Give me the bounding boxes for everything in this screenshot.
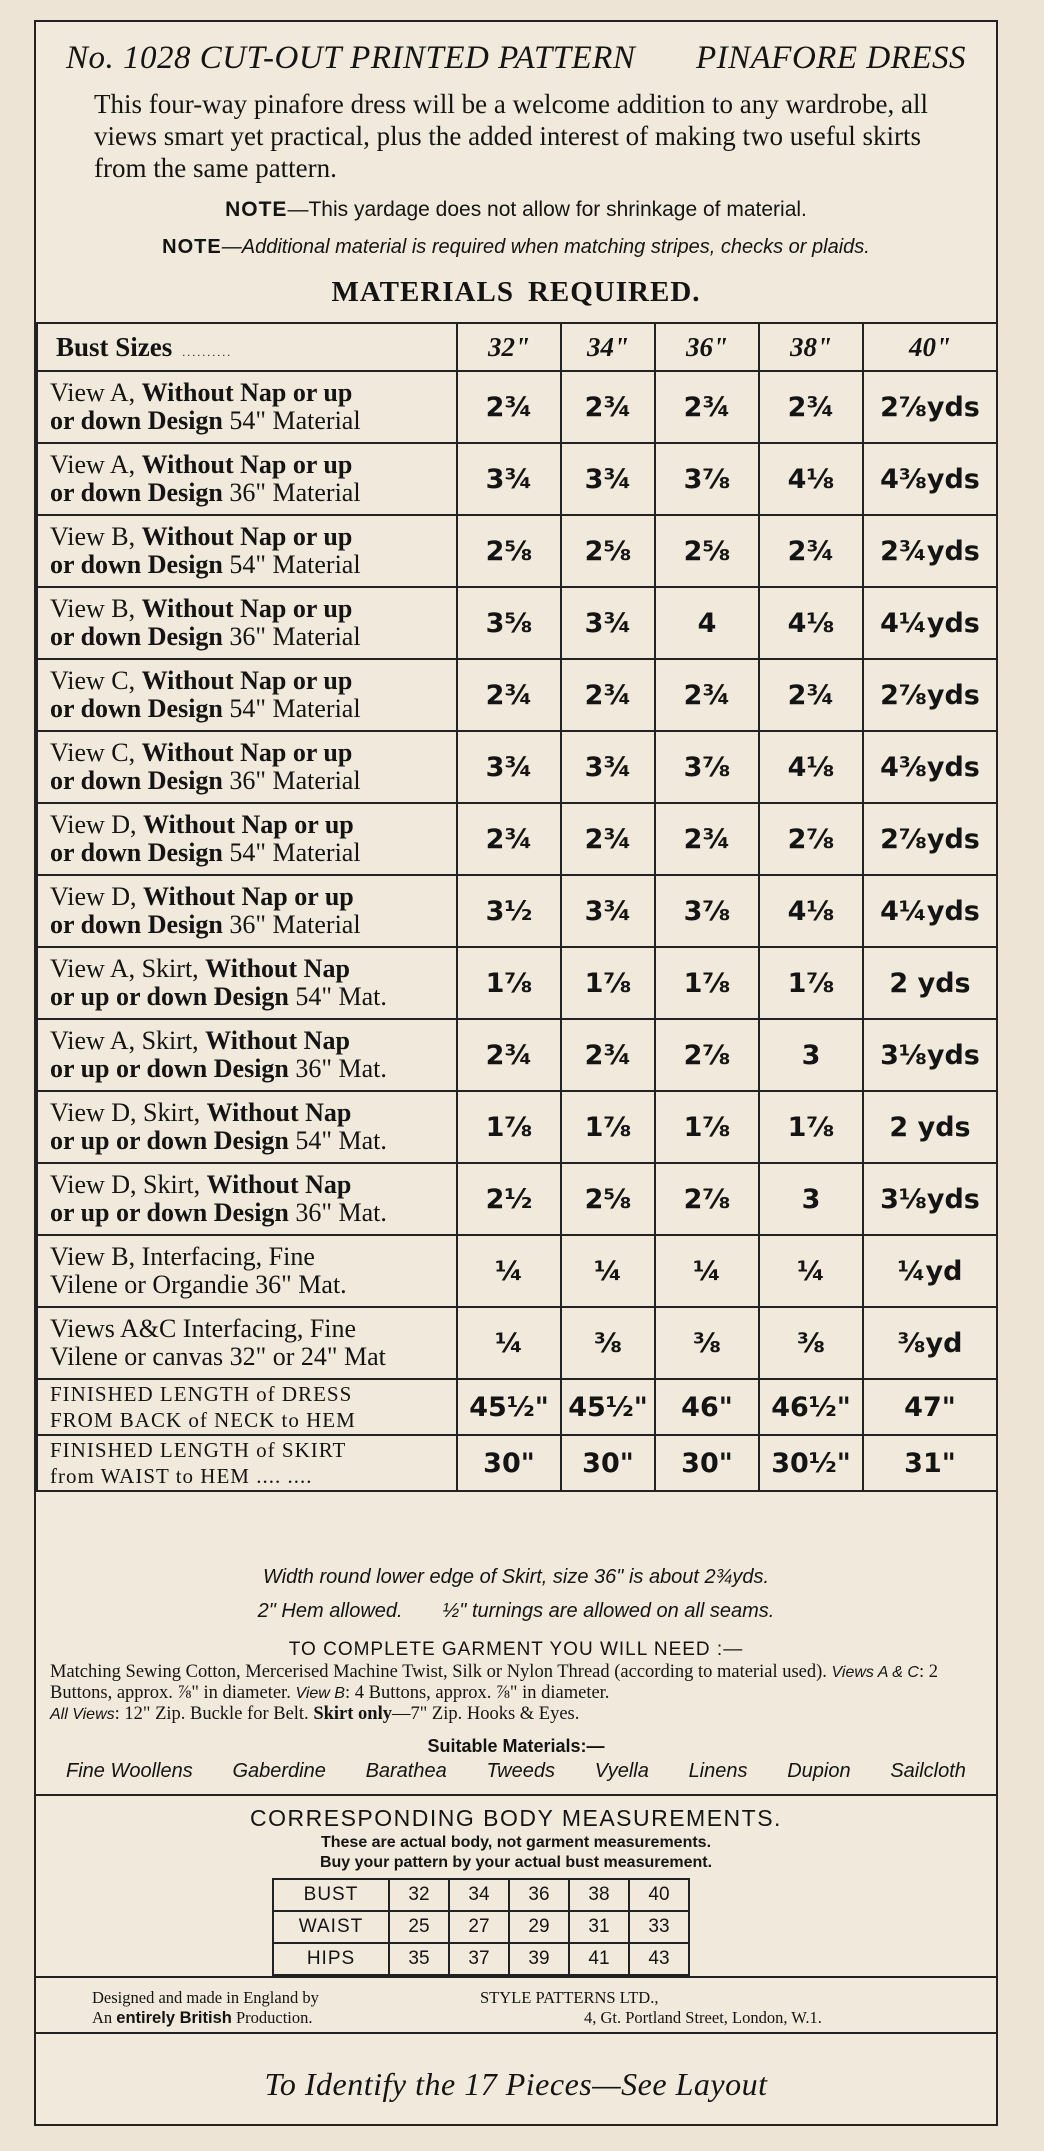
length-cell: 45½"	[561, 1379, 655, 1435]
yardage-cell: 1⅞	[561, 1091, 655, 1163]
yardage-cell: 2⅝	[561, 1163, 655, 1235]
yardage-cell: 3⅞	[655, 731, 759, 803]
measurement-cell: 25	[389, 1911, 449, 1943]
size-header: 32"	[457, 323, 561, 371]
intro-paragraph: This four-way pinafore dress will be a welcome addition to any wardrobe, all views smart yet practical, plus the added interest of making two useful skirts from the same pattern.	[94, 89, 928, 183]
materials-title: MATERIALS REQUIRED.	[331, 276, 701, 308]
measurement-label: WAIST	[273, 1911, 389, 1943]
length-cell: 30"	[655, 1435, 759, 1491]
note-label: NOTE	[162, 236, 222, 258]
yardage-cell: 2¾	[457, 803, 561, 875]
yardage-cell: ⅜	[561, 1307, 655, 1379]
yardage-cell: 1⅞	[457, 1091, 561, 1163]
yardage-cell: 3¾	[457, 731, 561, 803]
yardage-cell: 2⅞	[655, 1163, 759, 1235]
material-item: Sailcloth	[890, 1760, 966, 1782]
yardage-cell: 4⅜yds	[863, 443, 997, 515]
yardage-cell: ⅜	[759, 1307, 863, 1379]
table-row	[37, 1091, 997, 1163]
measurement-cell: 36	[509, 1879, 569, 1911]
yardage-cell: 2¾	[759, 515, 863, 587]
yardage-cell: 2½	[457, 1163, 561, 1235]
measurement-cell: 35	[389, 1943, 449, 1975]
yardage-cell: 2¾	[457, 1019, 561, 1091]
yardage-cell: 4	[655, 587, 759, 659]
yardage-cell: 3	[759, 1019, 863, 1091]
yardage-cell: 1⅞	[561, 947, 655, 1019]
yardage-cell: 2¾	[759, 371, 863, 443]
yardage-cell: 2⅝	[655, 515, 759, 587]
yardage-cell: 2¾	[561, 1019, 655, 1091]
table-row	[37, 443, 997, 515]
material-item: Tweeds	[486, 1760, 555, 1782]
header	[36, 40, 996, 80]
row-label: Views A&C Interfacing, Fine Vilene or canvas 32" or 24" Mat	[37, 1307, 457, 1379]
table-row	[37, 515, 997, 587]
identify-pieces-note: To Identify the 17 Pieces—See Layout	[264, 2066, 768, 2102]
note-label: NOTE	[225, 198, 288, 221]
measurement-cell: 38	[569, 1879, 629, 1911]
size-header: 38"	[759, 323, 863, 371]
yardage-cell: ⅜	[655, 1307, 759, 1379]
yardage-cell: 3¾	[457, 443, 561, 515]
row-label: FINISHED LENGTH of DRESS FROM BACK of NECK to HEM	[37, 1379, 457, 1435]
yardage-cell: 4⅛	[759, 731, 863, 803]
row-label: View D, Without Nap or up or down Design 54" Material	[37, 803, 457, 875]
row-label: View B, Without Nap or up or down Design 54" Material	[37, 515, 457, 587]
note-matching	[36, 236, 996, 259]
material-item: Vyella	[594, 1760, 649, 1782]
yardage-cell: 2⅝	[561, 515, 655, 587]
material-item: Barathea	[365, 1760, 447, 1782]
yardage-cell: 4⅛	[759, 587, 863, 659]
note-text: —This yardage does not allow for shrinkage of material.	[287, 198, 807, 221]
notions-list: Matching Sewing Cotton, Mercerised Machine Twist, Silk or Nylon Thread (according to material used). Views A & C: 2 Buttons, approx. ⅞" in diameter. View B: 4 Buttons, approx. ⅞" in diameter. All Views: 12" Zip. Buckle for Belt. Skirt only—7" Zip. Hooks & Eyes.	[50, 1662, 938, 1724]
table-row	[37, 1019, 997, 1091]
yardage-cell: 3	[759, 1163, 863, 1235]
measurement-cell: 27	[449, 1911, 509, 1943]
yardage-cell: ⅜yd	[863, 1307, 997, 1379]
table-row	[37, 659, 997, 731]
measurement-cell: 37	[449, 1943, 509, 1975]
measurement-cell: 31	[569, 1911, 629, 1943]
yardage-cell: 2¾	[561, 803, 655, 875]
row-label: FINISHED LENGTH of SKIRT from WAIST to HEM .... ....	[37, 1435, 457, 1491]
measurement-cell: 34	[449, 1879, 509, 1911]
yardage-cell: 2¾	[655, 371, 759, 443]
body-measurements-title: CORRESPONDING BODY MEASUREMENTS.	[250, 1805, 782, 1831]
row-label: View B, Interfacing, Fine Vilene or Organdie 36" Mat.	[37, 1235, 457, 1307]
row-label: View C, Without Nap or up or down Design 54" Material	[37, 659, 457, 731]
yardage-cell: 2¾	[457, 659, 561, 731]
yardage-cell: 2⅞yds	[863, 803, 997, 875]
yardage-cell: 2⅞	[655, 1019, 759, 1091]
length-cell: 31"	[863, 1435, 997, 1491]
material-item: Dupion	[787, 1760, 851, 1782]
length-cell: 30"	[457, 1435, 561, 1491]
footer-maker: Designed and made in England by An entirely British Production.	[92, 1988, 319, 2027]
table-row	[37, 587, 997, 659]
measurement-cell: 33	[629, 1911, 689, 1943]
table-row	[37, 731, 997, 803]
yardage-cell: 2¾	[655, 659, 759, 731]
pattern-number: No. 1028 CUT-OUT PRINTED PATTERN	[66, 40, 636, 76]
row-label: View A, Without Nap or up or down Design 54" Material	[37, 371, 457, 443]
yardage-cell: 3⅛yds	[863, 1019, 997, 1091]
yardage-cell: 3⅞	[655, 443, 759, 515]
yardage-cell: 2¾	[759, 659, 863, 731]
size-header: 34"	[561, 323, 655, 371]
yardage-cell: 1⅞	[759, 1091, 863, 1163]
garment-name: PINAFORE DRESS	[695, 40, 966, 76]
row-label: View D, Skirt, Without Nap or up or down Design 54" Mat.	[37, 1091, 457, 1163]
table-row	[37, 371, 997, 443]
table-row	[37, 875, 997, 947]
footer-company: STYLE PATTERNS LTD., 4, Gt. Portland Street, London, W.1.	[480, 1988, 822, 2027]
yardage-cell: 4¼yds	[863, 587, 997, 659]
row-label: View A, Skirt, Without Nap or up or down Design 36" Mat.	[37, 1019, 457, 1091]
table-row	[37, 1163, 997, 1235]
table-row	[37, 1235, 997, 1307]
divider	[36, 2032, 996, 2034]
yardage-cell: 2⅝	[457, 515, 561, 587]
size-header: 40"	[863, 323, 997, 371]
yardage-cell: 3¾	[561, 587, 655, 659]
skirt-width-note: Width round lower edge of Skirt, size 36" is about 2¾yds.	[262, 1566, 770, 1588]
body-measurements-note: These are actual body, not garment measurements.	[320, 1834, 712, 1851]
measurement-label: HIPS	[273, 1943, 389, 1975]
hem-note: 2" Hem allowed. ½" turnings are allowed on all seams.	[257, 1600, 775, 1622]
pattern-instruction-sheet	[34, 20, 998, 2126]
table-row	[273, 1943, 689, 1975]
length-cell: 47"	[863, 1379, 997, 1435]
yardage-cell: ¼	[561, 1235, 655, 1307]
complete-garment-heading: TO COMPLETE GARMENT YOU WILL NEED :—	[288, 1639, 744, 1660]
table-row	[273, 1911, 689, 1943]
yardage-cell: 3½	[457, 875, 561, 947]
body-measurements-table	[272, 1878, 690, 1976]
material-item: Fine Woollens	[66, 1760, 193, 1782]
table-row	[37, 1379, 997, 1435]
measurement-cell: 40	[629, 1879, 689, 1911]
yardage-cell: 3⅛yds	[863, 1163, 997, 1235]
yardage-cell: 2⅞	[759, 803, 863, 875]
measurement-cell: 32	[389, 1879, 449, 1911]
yardage-cell: 3⅝	[457, 587, 561, 659]
yardage-cell: 2¾yds	[863, 515, 997, 587]
yardage-cell: 3⅞	[655, 875, 759, 947]
length-cell: 46"	[655, 1379, 759, 1435]
suitable-materials-heading: Suitable Materials:—	[427, 1736, 605, 1756]
row-label: View D, Skirt, Without Nap or up or down Design 36" Mat.	[37, 1163, 457, 1235]
material-item: Linens	[688, 1760, 748, 1782]
divider	[36, 1976, 996, 1978]
yardage-cell: 2¾	[457, 371, 561, 443]
measurement-cell: 43	[629, 1943, 689, 1975]
yardage-cell: 3¾	[561, 731, 655, 803]
row-label: View C, Without Nap or up or down Design 36" Material	[37, 731, 457, 803]
yardage-cell: 1⅞	[759, 947, 863, 1019]
yardage-cell: ¼	[759, 1235, 863, 1307]
row-label: View A, Without Nap or up or down Design 36" Material	[37, 443, 457, 515]
body-measurements-note: Buy your pattern by your actual bust measurement.	[319, 1854, 713, 1871]
yardage-cell: 2¾	[561, 371, 655, 443]
table-row	[273, 1879, 689, 1911]
measurement-cell: 29	[509, 1911, 569, 1943]
yardage-cell: 2⅞yds	[863, 659, 997, 731]
row-label: View A, Skirt, Without Nap or up or down Design 54" Mat.	[37, 947, 457, 1019]
note-text: —Additional material is required when matching stripes, checks or plaids.	[221, 236, 870, 258]
length-cell: 30½"	[759, 1435, 863, 1491]
measurement-cell: 39	[509, 1943, 569, 1975]
yardage-cell: 3¾	[561, 875, 655, 947]
length-cell: 46½"	[759, 1379, 863, 1435]
yardage-cell: ¼	[457, 1235, 561, 1307]
row-label: View D, Without Nap or up or down Design 36" Material	[37, 875, 457, 947]
yardage-cell: 4⅛	[759, 443, 863, 515]
length-cell: 45½"	[457, 1379, 561, 1435]
bust-sizes-header: Bust Sizes ..........	[37, 323, 457, 371]
table-row	[37, 1307, 997, 1379]
yardage-cell: 1⅞	[655, 1091, 759, 1163]
yardage-cell: 2⅞yds	[863, 371, 997, 443]
measurement-label: BUST	[273, 1879, 389, 1911]
materials-table	[36, 322, 998, 1492]
yardage-cell: 1⅞	[655, 947, 759, 1019]
yardage-cell: 4⅜yds	[863, 731, 997, 803]
measurement-cell: 41	[569, 1943, 629, 1975]
divider	[36, 1794, 996, 1796]
yardage-cell: 4¼yds	[863, 875, 997, 947]
yardage-cell: 2 yds	[863, 947, 997, 1019]
table-header-row	[37, 323, 997, 371]
yardage-cell: 3¾	[561, 443, 655, 515]
length-cell: 30"	[561, 1435, 655, 1491]
table-row	[37, 947, 997, 1019]
table-row	[37, 1435, 997, 1491]
row-label: View B, Without Nap or up or down Design 36" Material	[37, 587, 457, 659]
table-row	[37, 803, 997, 875]
yardage-cell: ¼	[655, 1235, 759, 1307]
yardage-cell: 2 yds	[863, 1091, 997, 1163]
yardage-cell: 2¾	[655, 803, 759, 875]
yardage-cell: ¼yd	[863, 1235, 997, 1307]
material-item: Gaberdine	[232, 1760, 326, 1782]
note-shrinkage	[36, 198, 996, 222]
yardage-cell: 4⅛	[759, 875, 863, 947]
yardage-cell: 1⅞	[457, 947, 561, 1019]
yardage-cell: 2¾	[561, 659, 655, 731]
yardage-cell: ¼	[457, 1307, 561, 1379]
size-header: 36"	[655, 323, 759, 371]
suitable-materials-list	[66, 1760, 966, 1783]
